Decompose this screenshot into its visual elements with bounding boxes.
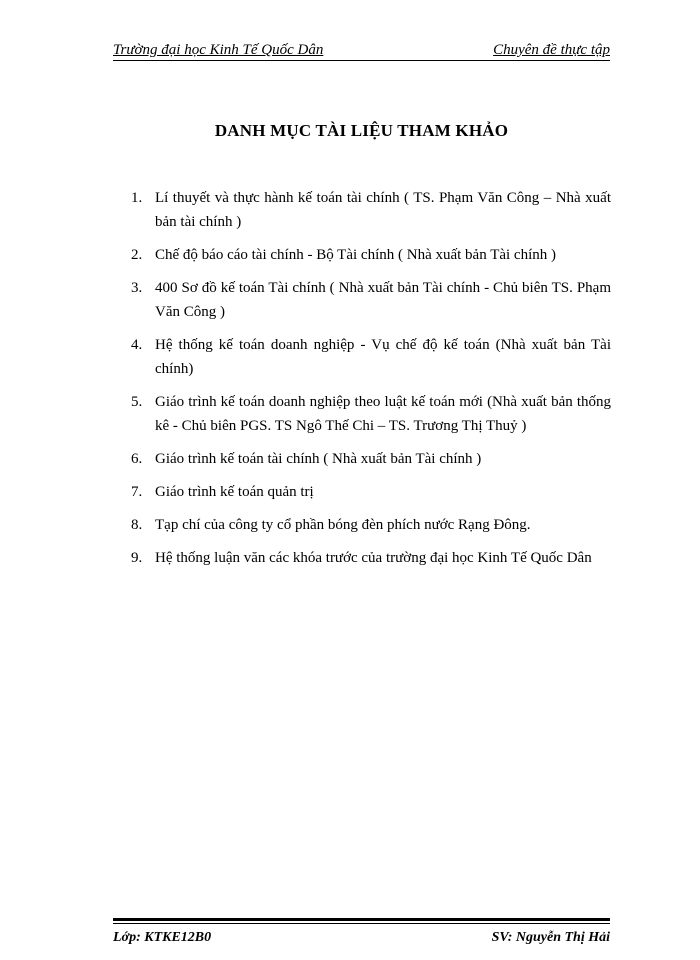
reference-number: 5. [131,394,143,410]
reference-number: 4. [131,337,143,353]
reference-item [131,447,611,471]
footer-class: Lớp: KTKE12B0 [113,930,212,945]
reference-item [131,546,611,570]
reference-text: Chế độ báo cáo tài chính - Bộ Tài chính ( Nhà xuất bản Tài chính ) [155,247,557,263]
reference-item [131,513,611,537]
reference-number: 7. [131,484,143,500]
footer-student: SV: Nguyễn Thị Hải [491,930,610,945]
reference-item [131,390,611,438]
reference-number: 2. [131,247,143,263]
reference-text: Tạp chí của công ty cổ phần bóng đèn phích nước Rạng Đông. [155,517,531,533]
reference-number: 1. [131,190,143,206]
reference-number: 3. [131,280,143,296]
reference-text: Giáo trình kế toán doanh nghiệp theo luật kế toán mới (Nhà xuất bản thống kê - Chủ biên PGS. TS Ngô Thế Chi – TS. Trương Thị Thuỷ ) [155,394,611,434]
reference-text: Lí thuyết và thực hành kế toán tài chính ( TS. Phạm Văn Công – Nhà xuất bản tài chính ) [155,190,611,230]
reference-text: Giáo trình kế toán tài chính ( Nhà xuất bản Tài chính ) [155,451,482,467]
reference-text: 400 Sơ đồ kế toán Tài chính ( Nhà xuất bản Tài chính - Chủ biên TS. Phạm Văn Công ) [155,280,611,320]
reference-list [131,186,611,579]
page-title: DANH MỤC TÀI LIỆU THAM KHẢO [214,121,509,140]
header-university: Trường đại học Kinh Tế Quốc Dân [113,42,324,58]
reference-item [131,276,611,324]
footer-divider-thick [113,918,610,921]
reference-text: Hệ thống luận văn các khóa trước của trường đại học Kinh Tế Quốc Dân [155,550,592,566]
reference-number: 6. [131,451,143,467]
reference-number: 8. [131,517,143,533]
reference-item [131,480,611,504]
reference-text: Giáo trình kế toán quản trị [155,484,314,500]
reference-item [131,333,611,381]
footer-divider-thin [113,923,610,924]
header-report-type: Chuyên đề thực tập [493,42,610,58]
reference-number: 9. [131,550,143,566]
reference-text: Hệ thống kế toán doanh nghiệp - Vụ chế độ kế toán (Nhà xuất bản Tài chính) [155,337,611,377]
reference-item [131,186,611,234]
header-divider [113,60,610,61]
reference-item [131,243,611,267]
page-footer [113,930,610,950]
